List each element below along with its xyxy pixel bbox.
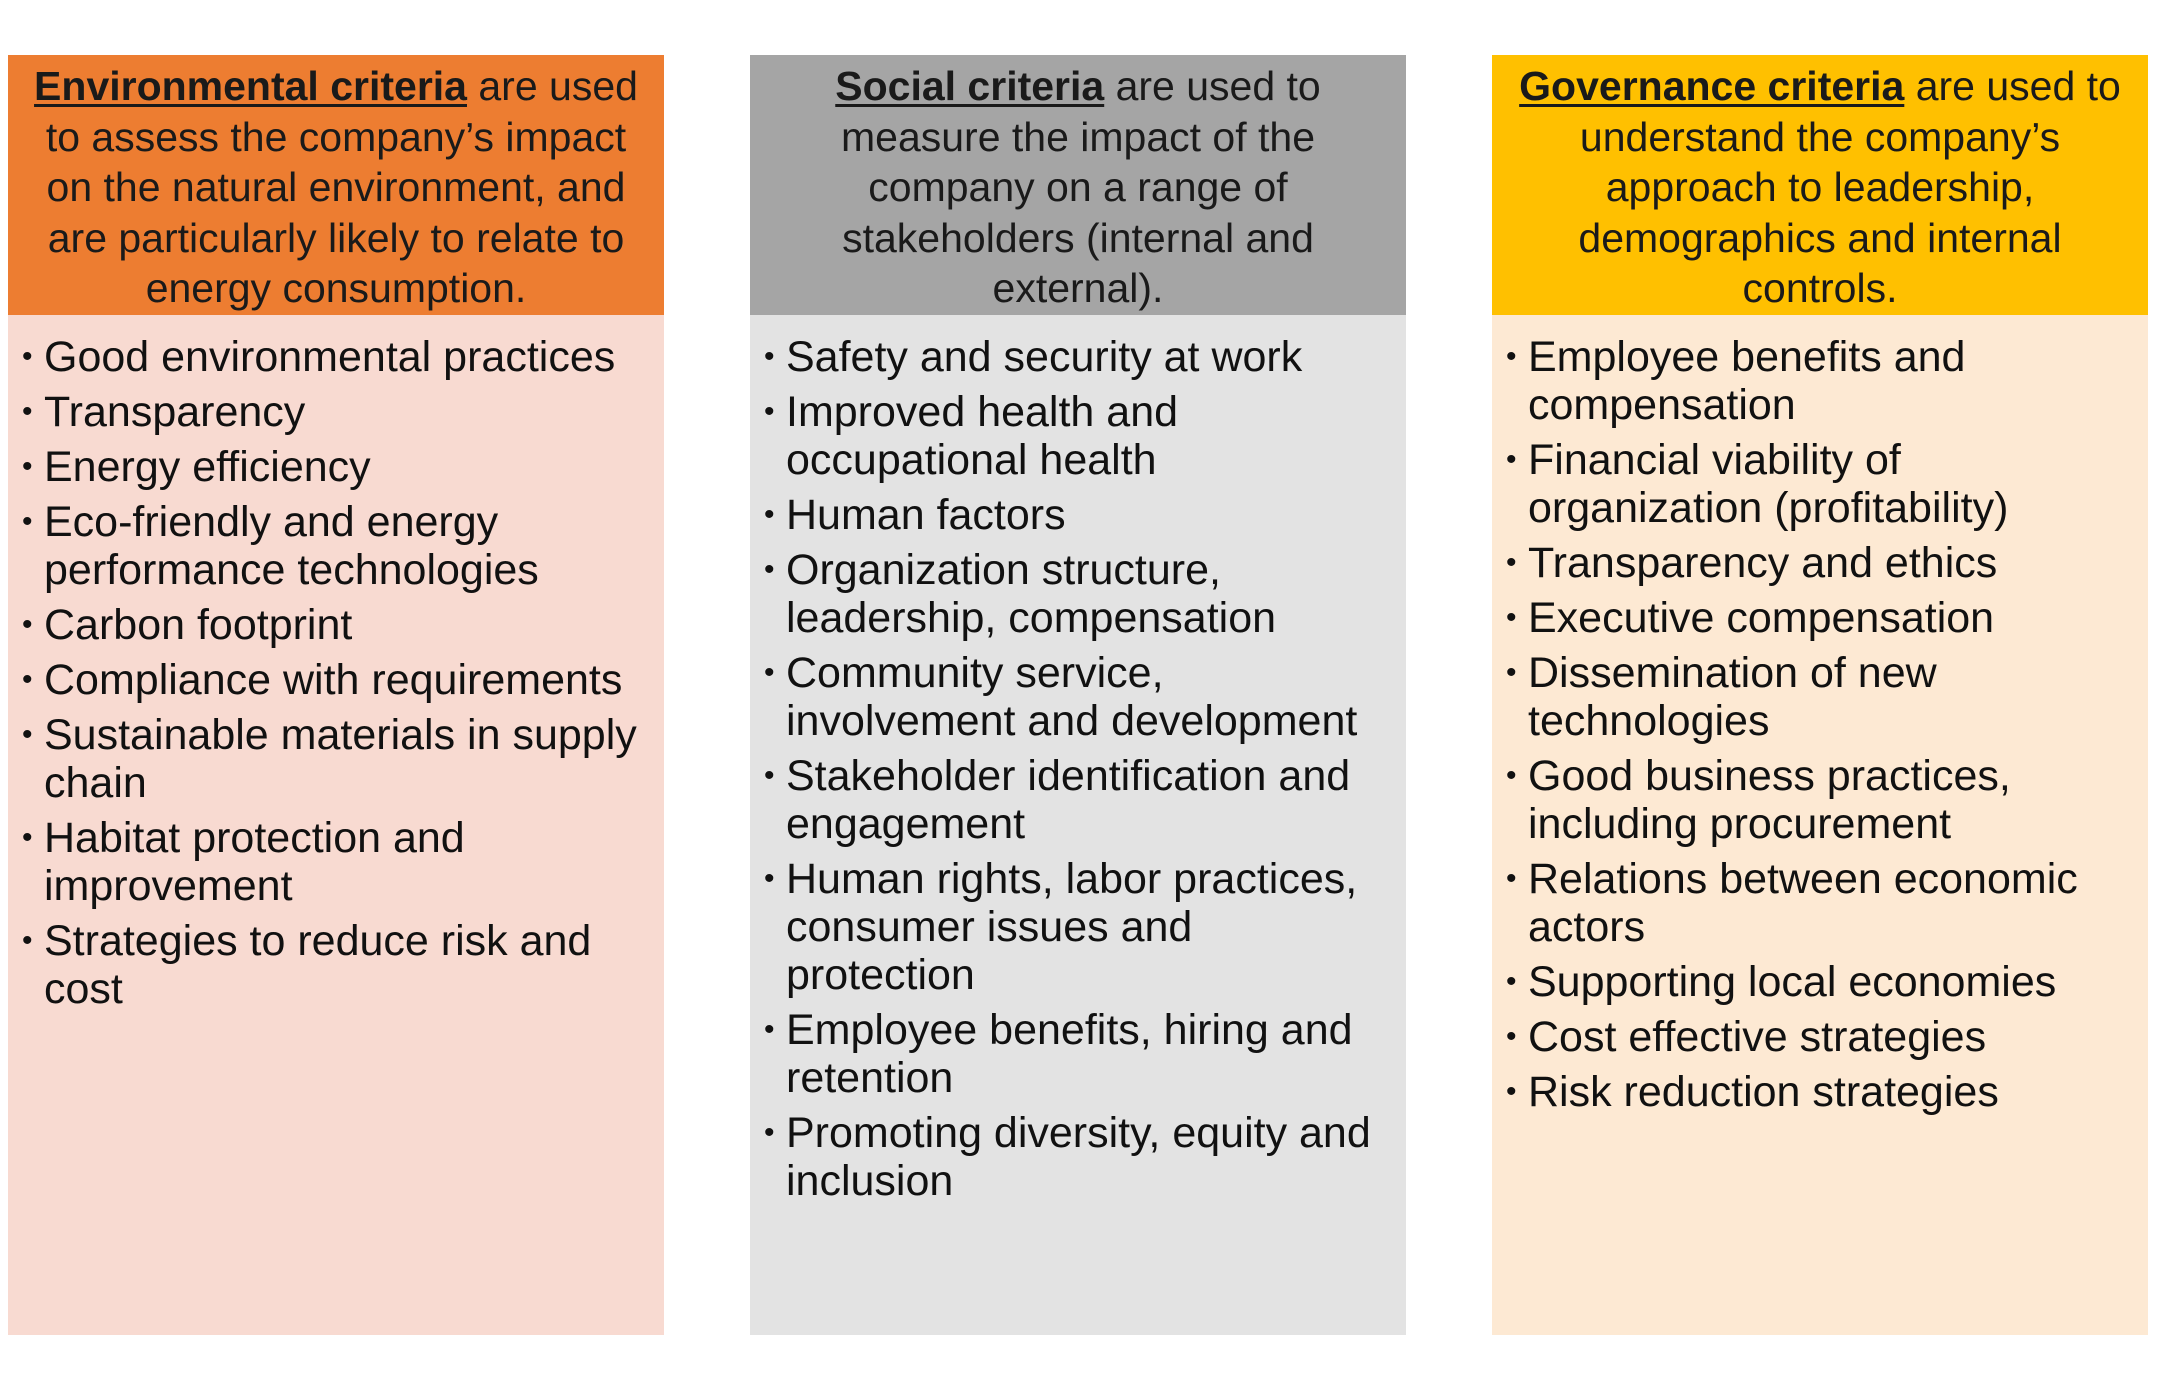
item-label: Employee benefits and compensation [1528, 333, 1966, 429]
bullet-icon: • [22, 718, 33, 751]
list-item [1506, 958, 2128, 1006]
governance-body [1492, 315, 2148, 1335]
list-item [764, 546, 1386, 642]
item-label: Strategies to reduce risk and cost [44, 917, 592, 1013]
social-criteria-description: are used to measure the impact of the company on a range of stakeholders (internal and external). [840, 63, 1321, 311]
item-label: Cost effective strategies [1528, 1013, 1987, 1061]
item-label: Employee benefits, hiring and retention [786, 1006, 1353, 1102]
environmental-header [8, 55, 664, 315]
list-item [764, 1109, 1386, 1205]
item-label: Relations between economic actors [1528, 855, 2078, 951]
bullet-icon: • [22, 450, 33, 483]
list-item [22, 656, 644, 704]
list-item [1506, 594, 2128, 642]
list-item [22, 388, 644, 436]
bullet-icon: • [1506, 1020, 1517, 1053]
list-item [1506, 1013, 2128, 1061]
bullet-icon: • [1506, 546, 1517, 579]
list-item [764, 1006, 1386, 1102]
environmental-body [8, 315, 664, 1335]
social-items [764, 333, 1386, 1205]
bullet-icon: • [22, 340, 33, 373]
bullet-icon: • [22, 608, 33, 641]
bullet-icon: • [764, 656, 775, 689]
item-label: Carbon footprint [44, 601, 353, 649]
governance-column [1492, 55, 2148, 1335]
list-item [1506, 752, 2128, 848]
list-item [1506, 436, 2128, 532]
bullet-icon: • [1506, 759, 1517, 792]
list-item [764, 333, 1386, 381]
governance-items [1506, 333, 2128, 1116]
list-item [764, 649, 1386, 745]
item-label: Supporting local economies [1528, 958, 2057, 1006]
list-item [22, 443, 644, 491]
item-label: Good business practices, including procurement [1528, 752, 2011, 848]
bullet-icon: • [764, 395, 775, 428]
list-item [22, 333, 644, 381]
item-label: Financial viability of organization (profitability) [1528, 436, 2009, 532]
item-label: Risk reduction strategies [1528, 1068, 1999, 1116]
item-label: Human factors [786, 491, 1066, 539]
bullet-icon: • [22, 924, 33, 957]
bullet-icon: • [1506, 340, 1517, 373]
list-item [22, 498, 644, 594]
bullet-icon: • [1506, 601, 1517, 634]
bullet-icon: • [764, 759, 775, 792]
item-label: Executive compensation [1528, 594, 1995, 642]
list-item [1506, 539, 2128, 587]
environmental-criteria-description: are used to assess the company’s impact on the natural environment, and are particularly likely to relate to energy consumption. [45, 63, 638, 311]
list-item [764, 388, 1386, 484]
item-label: Compliance with requirements [44, 656, 623, 704]
list-item [764, 752, 1386, 848]
item-label: Safety and security at work [786, 333, 1303, 381]
list-item [1506, 855, 2128, 951]
item-label: Good environmental practices [44, 333, 616, 381]
bullet-icon: • [764, 498, 775, 531]
item-label: Human rights, labor practices, consumer issues and protection [786, 855, 1358, 999]
bullet-icon: • [1506, 443, 1517, 476]
list-item [22, 711, 644, 807]
social-body [750, 315, 1406, 1335]
list-item [764, 491, 1386, 539]
social-criteria-term: Social criteria [835, 63, 1105, 109]
list-item [22, 917, 644, 1013]
bullet-icon: • [764, 553, 775, 586]
bullet-icon: • [1506, 656, 1517, 689]
list-item [764, 855, 1386, 999]
item-label: Organization structure, leadership, compensation [786, 546, 1277, 642]
bullet-icon: • [1506, 862, 1517, 895]
bullet-icon: • [1506, 1075, 1517, 1108]
item-label: Habitat protection and improvement [44, 814, 465, 910]
bullet-icon: • [764, 1116, 775, 1149]
bullet-icon: • [22, 395, 33, 428]
environmental-column [8, 55, 664, 1335]
item-label: Dissemination of new technologies [1528, 649, 1937, 745]
governance-criteria-description: are used to understand the company’s approach to leadership, demographics and internal controls. [1578, 63, 2121, 311]
bullet-icon: • [764, 1013, 775, 1046]
bullet-icon: • [22, 821, 33, 854]
bullet-icon: • [22, 663, 33, 696]
item-label: Stakeholder identification and engagement [786, 752, 1351, 848]
item-label: Sustainable materials in supply chain [44, 711, 637, 807]
list-item [1506, 1068, 2128, 1116]
item-label: Eco-friendly and energy performance technologies [44, 498, 539, 594]
list-item [22, 814, 644, 910]
item-label: Transparency [44, 388, 306, 436]
item-label: Promoting diversity, equity and inclusion [786, 1109, 1371, 1205]
bullet-icon: • [764, 862, 775, 895]
environmental-criteria-term: Environmental criteria [34, 63, 467, 109]
list-item [1506, 333, 2128, 429]
item-label: Transparency and ethics [1528, 539, 1998, 587]
bullet-icon: • [22, 505, 33, 538]
item-label: Improved health and occupational health [786, 388, 1179, 484]
governance-criteria-term: Governance criteria [1519, 63, 1905, 109]
governance-header [1492, 55, 2148, 315]
list-item [1506, 649, 2128, 745]
social-column [750, 55, 1406, 1335]
environmental-items [22, 333, 644, 1013]
item-label: Energy efficiency [44, 443, 371, 491]
bullet-icon: • [1506, 965, 1517, 998]
social-header [750, 55, 1406, 315]
list-item [22, 601, 644, 649]
bullet-icon: • [764, 340, 775, 373]
item-label: Community service, involvement and development [786, 649, 1358, 745]
